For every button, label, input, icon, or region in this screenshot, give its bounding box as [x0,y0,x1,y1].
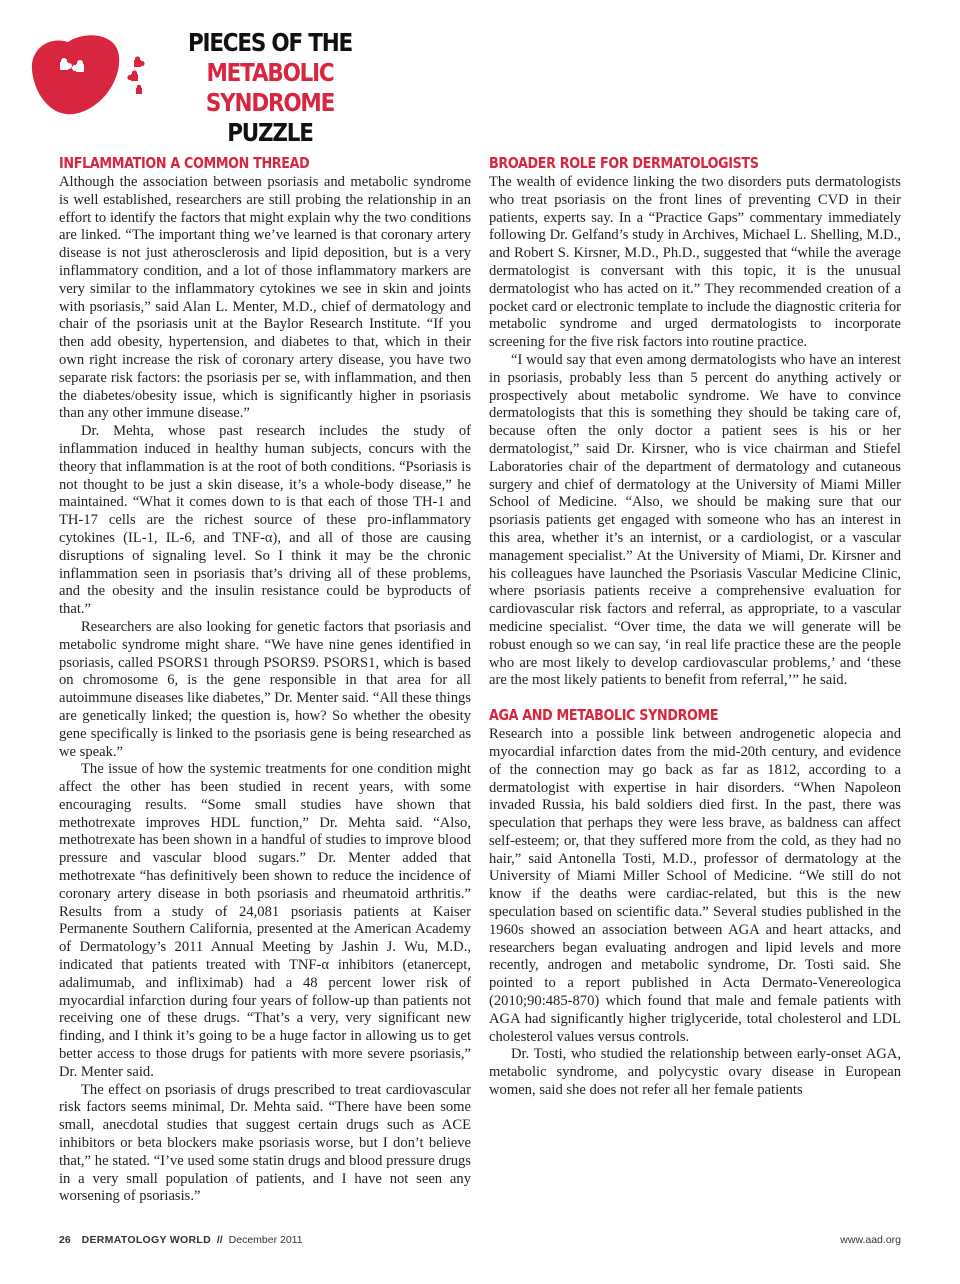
magazine-name: DERMATOLOGY WORLD [81,1234,211,1246]
section-heading-inflammation: INFLAMMATION A COMMON THREAD [59,154,310,172]
website-url[interactable]: www.aad.org [840,1234,901,1246]
issue-date: December 2011 [228,1234,303,1246]
section-heading-aga: AGA AND METABOLIC SYNDROME [489,706,719,725]
title-line-1: PIECES OF THE [187,28,353,57]
title-line-2: METABOLIC SYNDROME [205,58,335,117]
right-column [489,154,901,1100]
footer-separator: // [216,1234,223,1246]
heart-puzzle-icon [28,30,160,118]
page-title [175,28,364,148]
title-line-3: PUZZLE [227,118,313,147]
body-paragraph: Dr. Mehta, whose past research includes the study of inflammation induced in healthy human subjects, concurs with the theory that inflammation is at the root of both conditions. “Psoriasis is not thought to be just a skin disease, it’s a whole-body disease,” he maintained. “What it comes down to is that each of those TH-1 and TH-17 cells are the richest source of these pro-inflammatory cytokines (IL-1, IL-6, and TNF-α), and all of those are causing disruptions of signaling level. So I think it may be the chronic inflammation seen in psoriasis that’s driving all of these problems, and the obesity and the insulin resistance could be byproducts of that.” [59,423,471,618]
section-heading-broader-role: BROADER ROLE FOR DERMATOLOGISTS [489,154,759,172]
body-paragraph: The issue of how the systemic treatments for one condition might affect the other has been studied in recent years, with some encouraging results. “Some small studies have shown that methotrexate improves HDL function,” Dr. Mehta said. “Also, methotrexate has been shown in a handful of studies to improve blood pressure and vascular blood sugars.” Dr. Menter added that methotrexate “has definitively been shown to reduce the incidence of coronary artery disease in both psoriasis and rheumatoid arthritis.” Results from a study of 24,081 psoriasis patients at Kaiser Permanente Southern California, presented at the American Academy of Dermatology’s 2011 Annual Meeting by Jashin J. Wu, M.D., indicated that patients treated with TNF-α inhibitors (etanercept, adalimumab, and infliximab) had a 48 percent lower risk of myocardial infarction during four years of follow-up than patients not receiving one of these drugs. “That’s a very, very significant new finding, and I think it’s going to be a huge factor in allowing us to get better access to those drugs for patients with more severe psoriasis,” Dr. Menter said. [59,761,471,1080]
body-paragraph: Although the association between psoriasis and metabolic syndrome is well established, researchers are still probing the relationship in an effort to identify the factors that might explain why the two conditions are linked. “The important thing we’ve learned is that coronary artery disease is not just atherosclerosis and lipid deposition, but is a very inflammatory condition, and a lot of those inflammatory markers are very similar to the inflammatory cytokines we see in skin and joints with psoriasis,” said Alan L. Menter, M.D., chief of dermatology and chair of the psoriasis unit at the Baylor Research Institute. “If you then add obesity, hypertension, and diabetes to that, which in their own right increase the risk of coronary artery disease, you have two separate risk factors: the psoriasis per se, with inflammation, and then the diabetes/obesity issue, which is significantly higher in psoriasis than any other immune disease.” [59,174,471,422]
body-paragraph: “I would say that even among dermatologists who have an interest in psoriasis, probably less than 5 percent do anything actively or prospectively about metabolic syndrome. We have to convince dermatologists that this is something they should be taking care of, because often the only doctor a patient sees is his or her dermatologist,” said Dr. Kirsner, who is vice chairman and Stiefel Laboratories chair of the department of dermatology and cutaneous surgery and chief of dermatology at the University of Miami Miller School of Medicine. “Also, we should be making sure that our psoriasis patients get engaged with someone who has an interest in this area, whether it’s an internist, or a cardiologist, or a vascular management specialist.” At the University of Miami, Dr. Kirsner and his colleagues have launched the Psoriasis Vascular Medicine Clinic, where psoriasis patients receive a comprehensive evaluation for cardiovascular risk factors and referral, as appropriate, to a vascular medicine specialist. “Over time, the data we will generate will be robust enough so we can say, ‘in real life practice these are the people who are most likely to develop cardiovascular problems,’ and ‘these are the most likely patients to benefit from referral,’” he said. [489,351,901,689]
body-paragraph: Research into a possible link between androgenetic alopecia and myocardial infarction dates from the mid-20th century, and evidence of the connection may go back as far as 1812, according to a dermatologist with expertise in hair disorders. “When Napoleon invaded Russia, his bald soldiers died first. In the past, there was speculation that perhaps they were less brave, as baldness can affect self-esteem; or, that they suffered more from the cold, as they had no hair,” said Antonella Tosti, M.D., professor of dermatology at the University of Miami Miller School of Medicine. “We still do not know if the deaths were cardiac-related, but this is the new speculation based on scientific data.” Several studies published in the 1960s showed an association between AGA and heart attacks, and researchers began evaluating androgen and lipid levels and more recently, androgen and metabolic syndrome, Dr. Tosti said. She pointed to a report published in Acta Dermato-Venereologica (2010;90:485-870) which found that male and female patients with AGA had significantly higher triglyceride, total cholesterol and LDL cholesterol values versus controls. [489,726,901,1045]
body-paragraph: Researchers are also looking for genetic factors that psoriasis and metabolic syndrome might share. “We have nine genes identified in psoriasis, called PSORS1 through PSORS9. PSORS1, which is based on chromosome 6, is the gene responsible in that area for all autoimmune diseases like diabetes,” Dr. Menter said. “All these things are genetically linked; the question is, how? So whether the obesity gene specifically is linked to the psoriasis gene is being researched as we speak.” [59,618,471,760]
body-paragraph: The wealth of evidence linking the two disorders puts dermatologists who treat psoriasis on the front lines of preventing CVD in their patients, experts say. In a “Practice Gaps” commentary immediately following Dr. Gelfand’s study in Archives, Michael L. Shelling, M.D., and Robert S. Kirsner, M.D., Ph.D., suggested that “while the average dermatologist is conversant with this topic, it is the unusual dermatologist who has acted on it.” They recommended creation of a pocket card or electronic template to include the diagnostic criteria for metabolic syndrome and urged dermatologists to incorporate screening for the five risk factors into routine practice. [489,174,901,351]
left-column [59,154,471,1206]
body-paragraph: The effect on psoriasis of drugs prescribed to treat cardiovascular risk factors seems minimal, Dr. Mehta said. “There have been some small, anecdotal studies that suggest certain drugs such as ACE inhibitors or beta blockers make psoriasis worse, but I don’t believe that,” he stated. “I’ve used some statin drugs and blood pressure drugs in a very small population of patients, and I have not seen any worsening of psoriasis.” [59,1081,471,1205]
page-footer [59,1234,901,1250]
body-paragraph: Dr. Tosti, who studied the relationship between early-onset AGA, metabolic syndrome, and polycystic ovary disease in European women, said she does not refer all her female patients [489,1046,901,1099]
page-number: 26 [59,1234,71,1246]
